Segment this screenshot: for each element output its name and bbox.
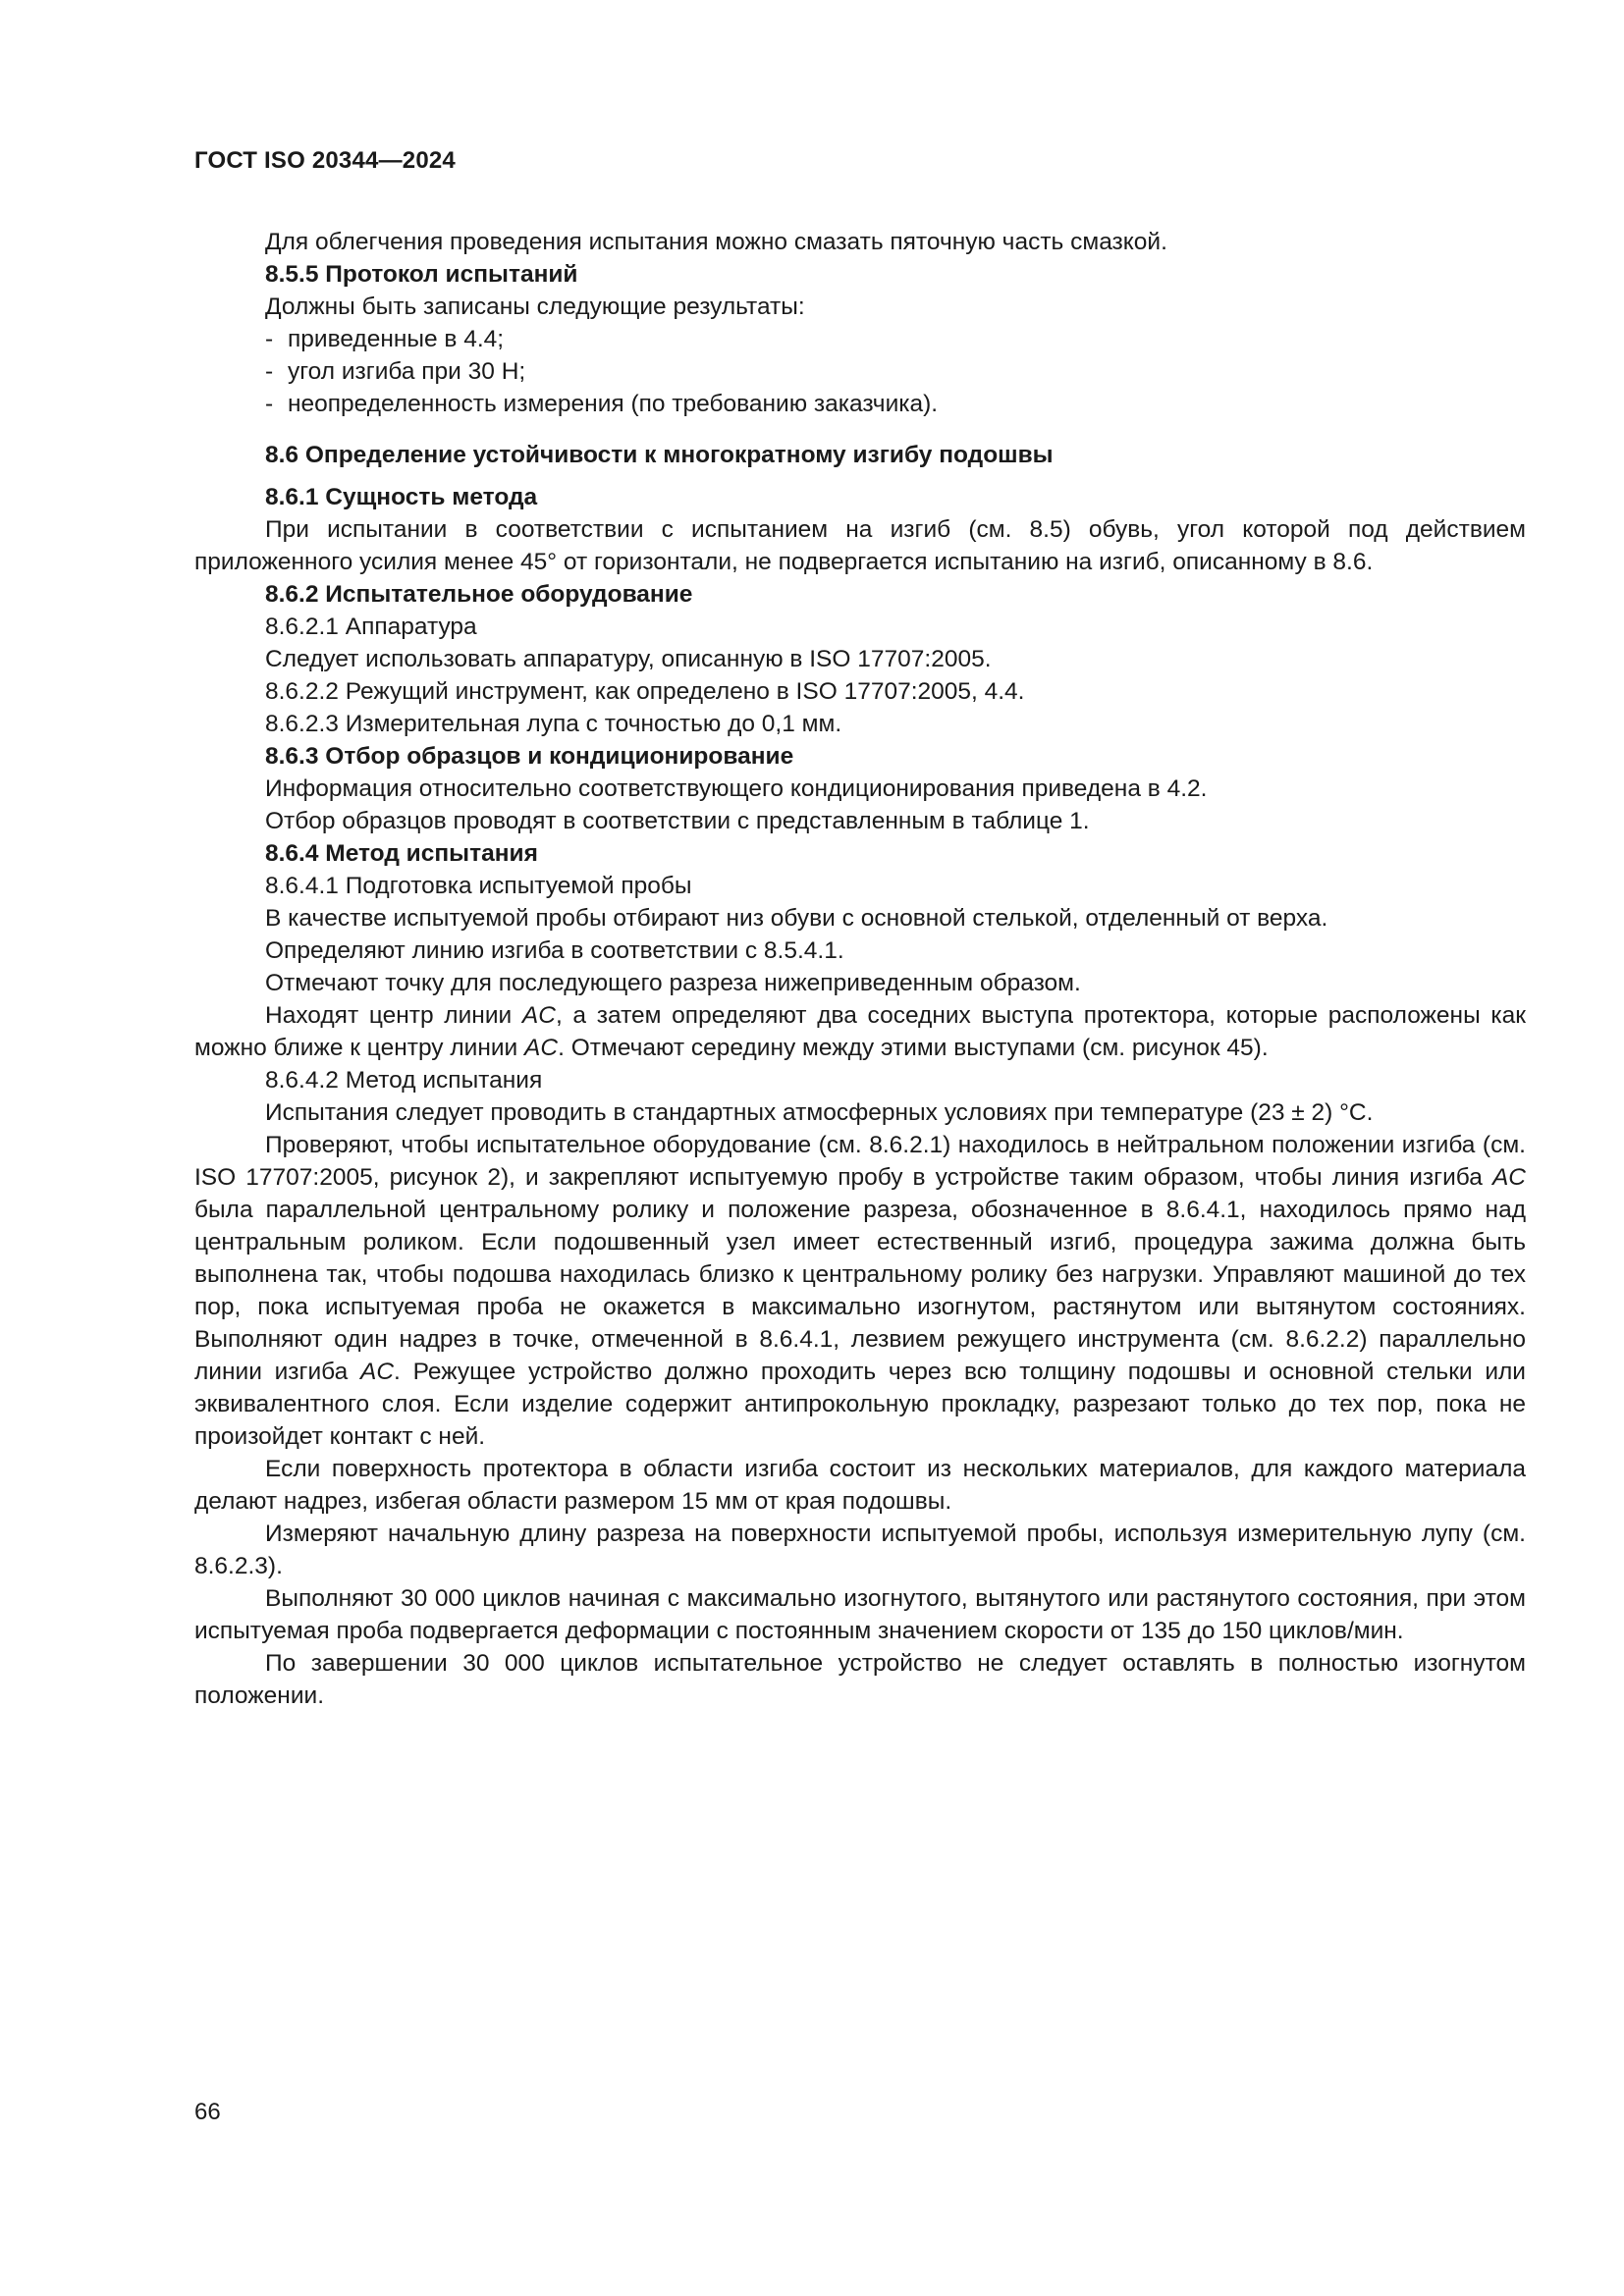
section-heading-8-6-2: 8.6.2 Испытательное оборудование bbox=[265, 581, 693, 608]
paragraph: 8.6.2.3 Измерительная лупа с точностью до 0,1 мм. bbox=[265, 711, 842, 737]
paragraph: При испытании в соответствии с испытанием на изгиб (см. 8.5) обувь, угол которой под действием приложенного усилия менее 45° от горизонтали, не подвергается испытанию на изгиб, описанному в 8.6. bbox=[194, 516, 1526, 575]
paragraph: Проверяют, чтобы испытательное оборудование (см. 8.6.2.1) находилось в нейтральном положении изгиба (см. ISO 17707:2005, рисунок 2), и закрепляют испытуемую пробу в устройстве таким образом, чтобы линия изгиба AC была параллельной центральному ролику и положение разреза, обозначенное в 8.6.4.1, находилось прямо над центральным роликом. Если подошвенный узел имеет естественный изгиб, процедура зажима должна быть выполнена так, чтобы подошва находилась близко к центральному ролику без нагрузки. Управляют машиной до тех пор, пока испытуемая проба не окажется в максимально изогнутом, растянутом или вытянутом состояниях. Выполняют один надрез в точке, отмеченной в 8.6.4.1, лезвием режущего инструмента (см. 8.6.2.2) параллельно линии изгиба AC. Режущее устройство должно проходить через всю толщину подошвы и основной стельки или эквивалентного слоя. Если изделие содержит антипрокольную прокладку, разрезают только до тех пор, пока не произойдет контакт с ней. bbox=[194, 1132, 1526, 1450]
paragraph: 8.6.4.1 Подготовка испытуемой пробы bbox=[265, 873, 692, 899]
section-heading-8-6: 8.6 Определение устойчивости к многократному изгибу подошвы bbox=[265, 442, 1054, 468]
paragraph: Находят центр линии AC, а затем определяют два соседних выступа протектора, которые расположены как можно ближе к центру линии AC. Отмечают середину между этими выступами (см. рисунок 45). bbox=[194, 1002, 1526, 1061]
paragraph: Испытания следует проводить в стандартных атмосферных условиях при температуре (23 ± 2) °C. bbox=[265, 1099, 1374, 1126]
paragraph: Отмечают точку для последующего разреза нижеприведенным образом. bbox=[265, 970, 1081, 996]
paragraph: Должны быть записаны следующие результаты: bbox=[265, 294, 805, 320]
paragraph: В качестве испытуемой пробы отбирают низ обуви с основной стелькой, отделенный от верха. bbox=[265, 905, 1328, 932]
page-number: 66 bbox=[194, 2099, 221, 2125]
section-heading-8-6-3: 8.6.3 Отбор образцов и кондиционирование bbox=[265, 743, 794, 770]
paragraph: Выполняют 30 000 циклов начиная с максимально изогнутого, вытянутого или растянутого состояния, при этом испытуемая проба подвергается деформации с постоянным значением скорости от 135 до 150 циклов/мин. bbox=[194, 1585, 1526, 1644]
document-header: ГОСТ ISO 20344—2024 bbox=[194, 147, 456, 174]
list-item: - неопределенность измерения (по требованию заказчика). bbox=[194, 388, 1526, 420]
paragraph: 8.6.2.1 Аппаратура bbox=[265, 614, 477, 640]
paragraph: 8.6.4.2 Метод испытания bbox=[265, 1067, 543, 1094]
section-heading-8-6-4: 8.6.4 Метод испытания bbox=[265, 840, 538, 867]
paragraph: Отбор образцов проводят в соответствии с представленным в таблице 1. bbox=[265, 808, 1090, 834]
section-heading-8-5-5: 8.5.5 Протокол испытаний bbox=[265, 261, 578, 288]
paragraph: Если поверхность протектора в области изгиба состоит из нескольких материалов, для каждого материала делают надрез, избегая области размером 15 мм от края подошвы. bbox=[194, 1456, 1526, 1515]
paragraph: По завершении 30 000 циклов испытательное устройство не следует оставлять в полностью изогнутом положении. bbox=[194, 1650, 1526, 1709]
paragraph: Определяют линию изгиба в соответствии с 8.5.4.1. bbox=[265, 937, 844, 964]
paragraph: Измеряют начальную длину разреза на поверхности испытуемой пробы, используя измерительную лупу (см. 8.6.2.3). bbox=[194, 1521, 1526, 1579]
paragraph: Информация относительно соответствующего кондиционирования приведена в 4.2. bbox=[265, 775, 1208, 802]
paragraph: 8.6.2.2 Режущий инструмент, как определено в ISO 17707:2005, 4.4. bbox=[265, 678, 1025, 705]
paragraph: Для облегчения проведения испытания можно смазать пяточную часть смазкой. bbox=[265, 229, 1167, 255]
list-item: - угол изгиба при 30 Н; bbox=[194, 355, 1526, 388]
section-heading-8-6-1: 8.6.1 Сущность метода bbox=[265, 484, 538, 510]
results-list bbox=[194, 323, 1526, 420]
document-body bbox=[194, 226, 1526, 1712]
paragraph: Следует использовать аппаратуру, описанную в ISO 17707:2005. bbox=[265, 646, 992, 672]
list-item: - приведенные в 4.4; bbox=[194, 323, 1526, 355]
